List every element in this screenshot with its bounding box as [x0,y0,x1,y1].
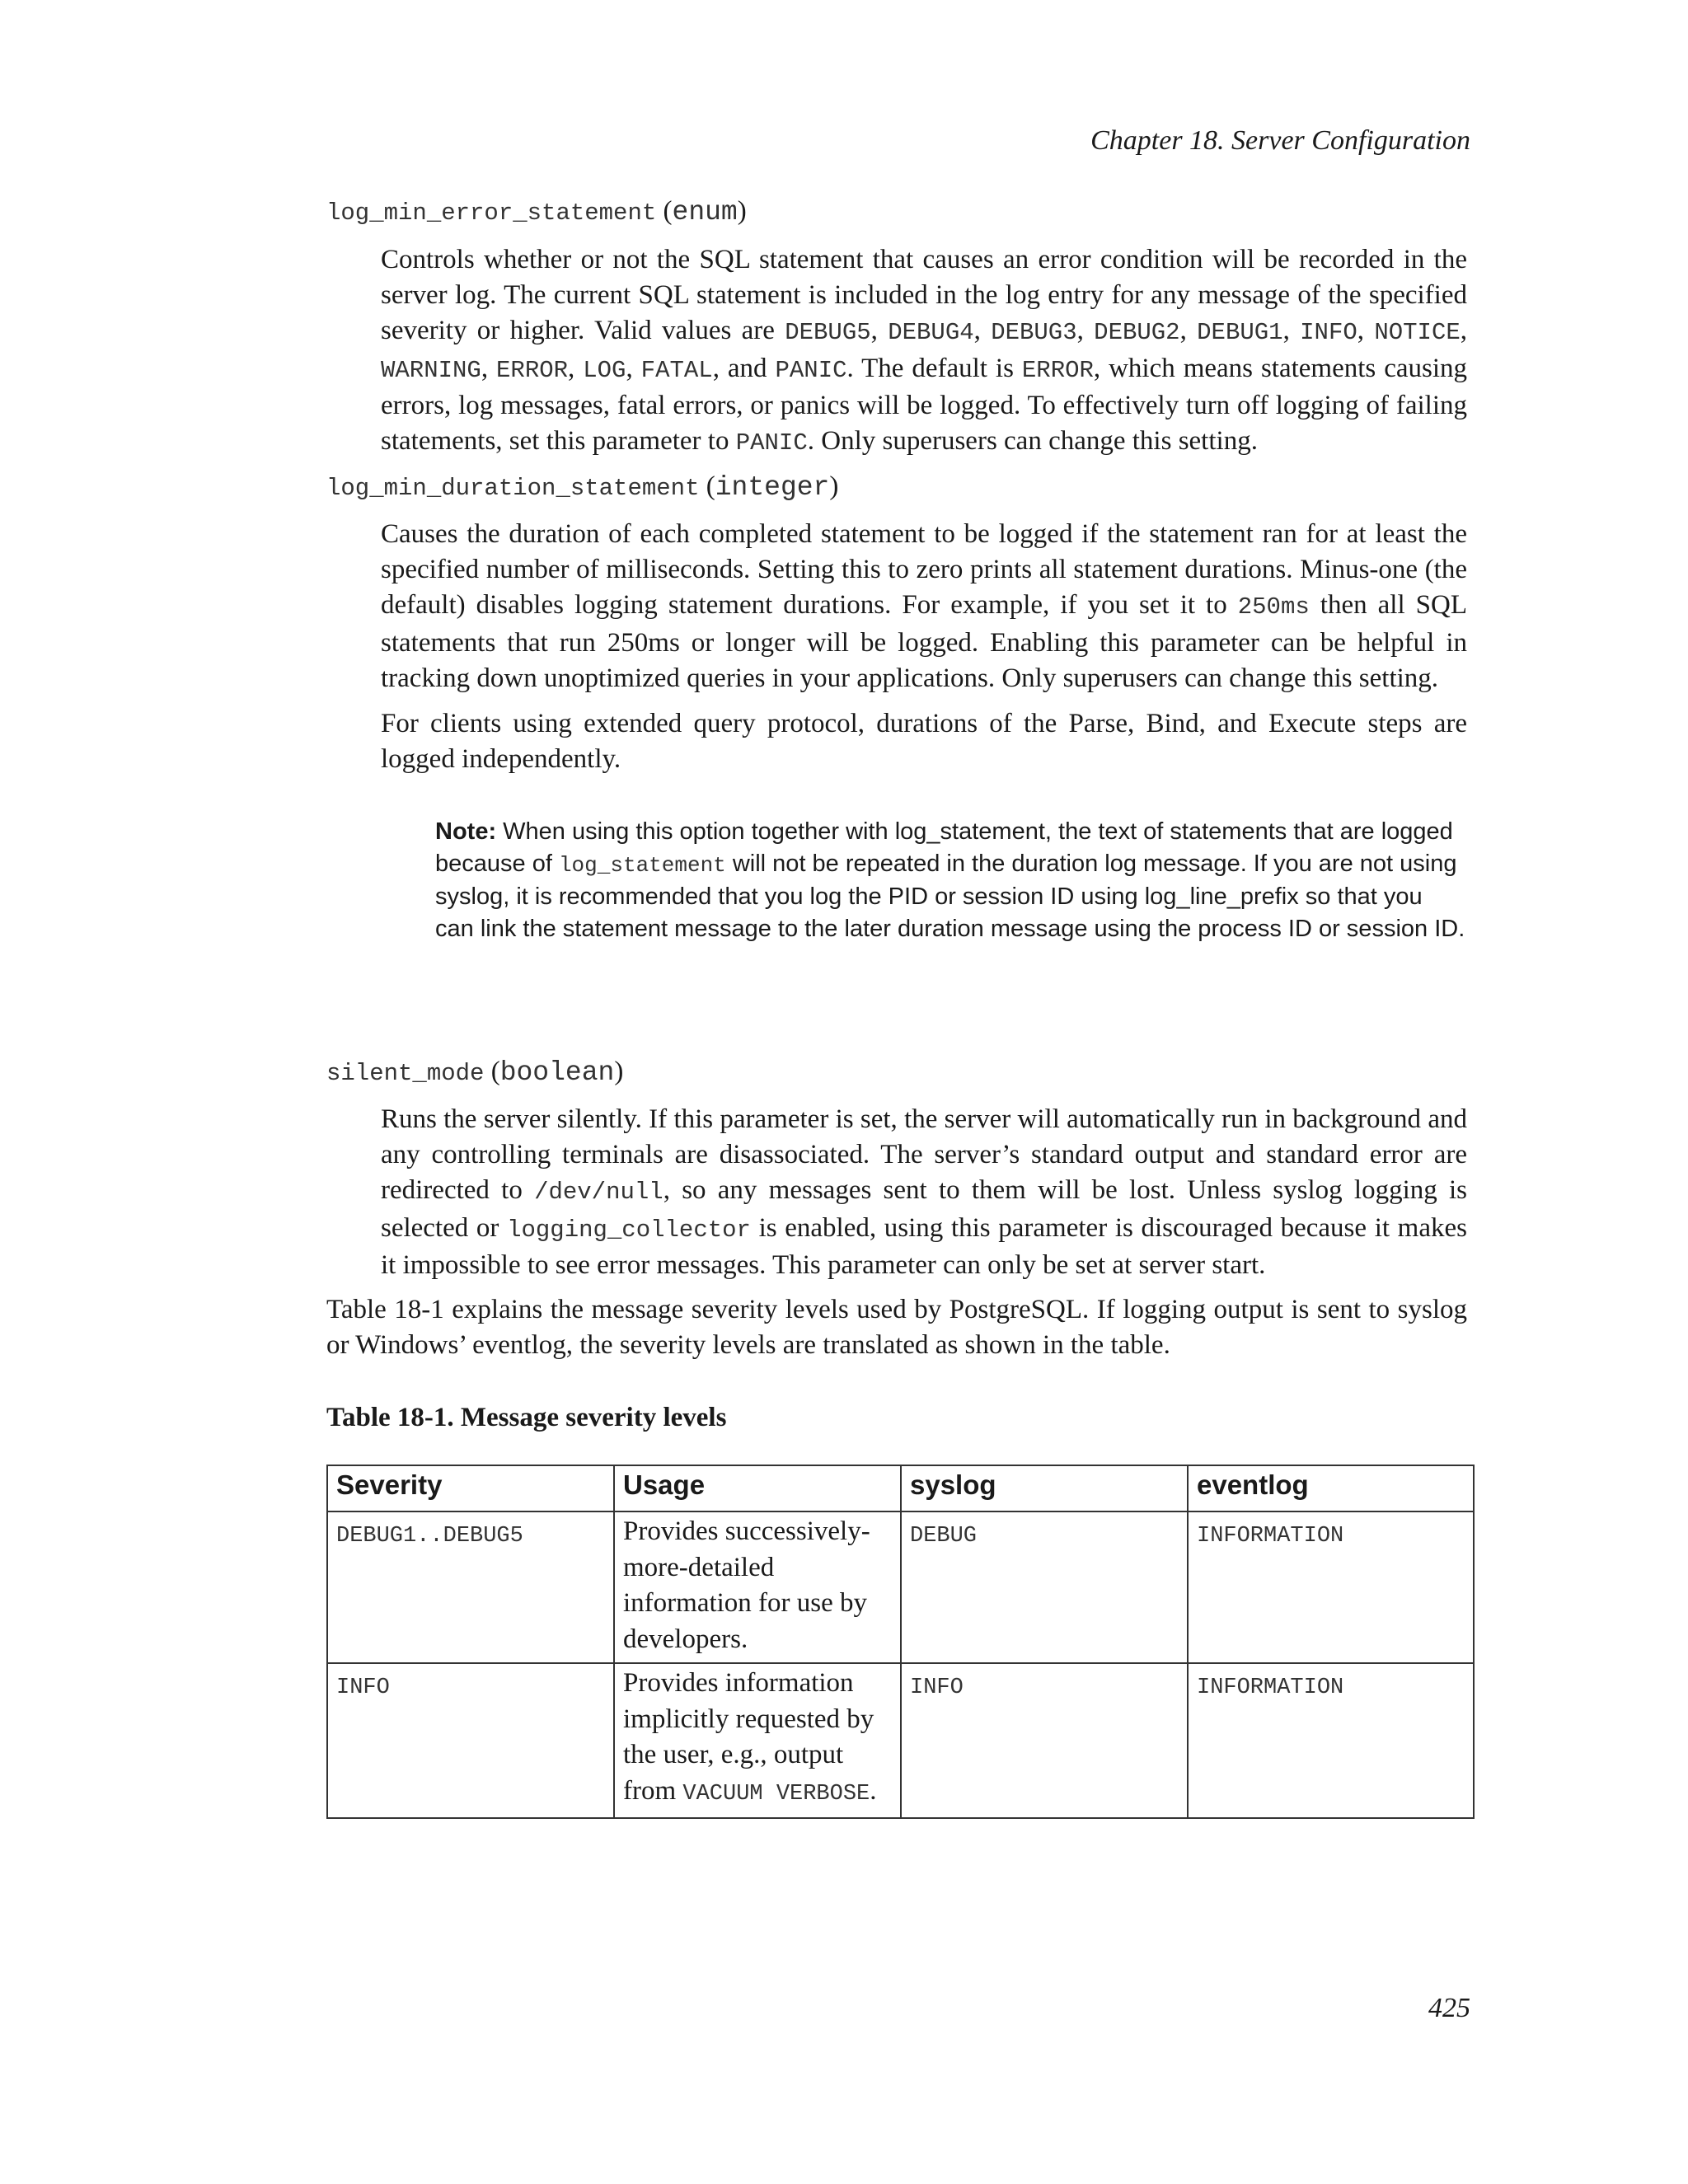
table-row [327,1663,1474,1818]
cell-severity: INFO [327,1663,614,1818]
parameter-type: integer [715,472,830,503]
cell-syslog: INFO [901,1663,1188,1818]
term-log-min-error-statement [326,196,747,227]
page-number: 425 [1428,1993,1470,2023]
type-close: ) [737,196,747,226]
term-silent-mode [326,1057,623,1088]
log-min-duration-statement-extended-protocol: For clients using extended query protocol, durations of the Parse, Bind, and Execute steps are logged independently. [381,709,1467,775]
note-label: Note: [435,818,497,845]
type-open: ( [699,471,715,501]
type-close: ) [614,1057,624,1086]
usage-code: VACUUM VERBOSE [682,1781,870,1807]
table-title: Table 18-1. Message severity levels [326,1403,727,1432]
log-min-error-statement-description: Controls whether or not the SQL statement that causes an error condition will be recorded in the server log. The current SQL statement is included in the log entry for any message of the specified severity or higher. Valid values are DEBUG5, DEBUG4, DEBUG3, DEBUG2, DEBUG1, INFO, NOTICE, WARNING, ERROR, LOG, FATAL, and PANIC. The default is ERROR, which means statements causing errors, log messages, fatal errors, or panics will be logged. To effectively turn off logging of failing statements, set this parameter to PANIC. Only superusers can change this setting. [381,245,1468,457]
header-usage: Usage [614,1465,901,1511]
cell-eventlog: INFORMATION [1188,1511,1474,1663]
type-open: ( [656,196,673,226]
note-box: Note: When using this option together with log_statement, the text of statements that are logged because of log_statement will not be repeated in the duration log message. If you are not using syslog, it is recommended that you log the PID or session ID using log_line_prefix so that you can link the statement message to the later duration message using the process ID or session ID. [435,818,1465,942]
cell-eventlog: INFORMATION [1188,1663,1474,1818]
parameter-name: log_min_duration_statement [326,475,700,502]
parameter-type: enum [672,197,738,227]
table-intro: Table 18-1 explains the message severity levels used by PostgreSQL. If logging output is sent to syslog or Windows’ eventlog, the severity levels are translated as shown in the table. [326,1295,1467,1361]
header-eventlog: eventlog [1188,1465,1474,1511]
note-code: log_statement [558,852,726,878]
parameter-name: log_min_error_statement [326,199,657,227]
type-open: ( [484,1057,500,1086]
running-header: Chapter 18. Server Configuration [1090,125,1470,156]
header-syslog: syslog [901,1465,1188,1511]
type-close: ) [829,471,839,501]
cell-syslog: DEBUG [901,1511,1188,1663]
parameter-name: silent_mode [326,1060,485,1087]
cell-usage: Provides information implicitly requested by the user, e.g., output from VACUUM VERBOSE. [614,1663,901,1818]
silent-mode-description: Runs the server silently. If this parameter is set, the server will automatically run in background and any controlling terminals are disassociated. The server’s standard output and standard error are redirected to /dev/null, so any messages sent to them will be lost. Unless syslog logging is selected or logging_collector is enabled, using this parameter is discouraged because it makes it impossible to see error messages. This parameter can only be set at server start. [381,1104,1467,1280]
severity-table [326,1465,1475,1819]
cell-severity: DEBUG1..DEBUG5 [327,1511,614,1663]
parameter-type: boolean [499,1057,615,1088]
log-min-duration-statement-description: Causes the duration of each completed statement to be logged if the statement ran for at least the specified number of milliseconds. Setting this to zero prints all statement durations. Minus-one (the default) disables logging statement durations. For example, if you set it to 250ms then all SQL statements that run 250ms or longer will be logged. Enabling this parameter can be helpful in tracking down unoptimized queries in your applications. Only superusers can change this setting. [381,519,1467,693]
header-severity: Severity [327,1465,614,1511]
term-log-min-duration-statement [326,471,838,503]
cell-usage: Provides successively-more-detailed information for use by developers. [614,1511,901,1663]
table-row [327,1511,1474,1663]
table-header-row [327,1465,1474,1511]
